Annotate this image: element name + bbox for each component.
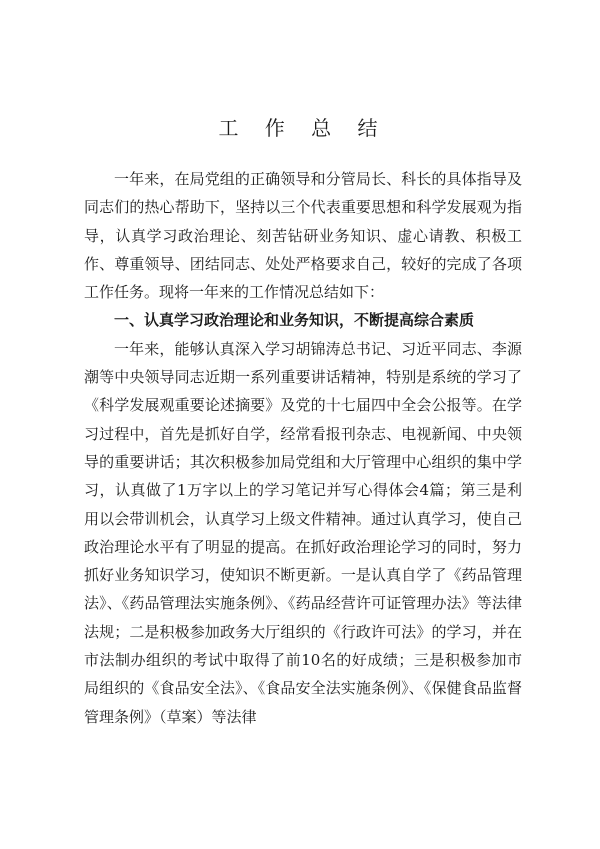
section-1-heading: 一、认真学习政治理论和业务知识，不断提高综合素质 (114, 311, 475, 330)
intro-paragraph: 一年来，在局党组的正确领导和分管局长、科长的具体指导及同志们的热心帮助下，坚持以三个代表重要思想和科学发展观为指导，认真学习政治理论、刻苦钻研业务知识、虚心请教、积极工作、尊重领导、团结同志、处处严格要求自己，较好的完成了各项工作任务。现将一年来的工作情况总结如下： (84, 170, 522, 302)
section-1-body: 一年来，能够认真深入学习胡锦涛总书记、习近平同志、李源潮等中央领导同志近期一系列重要讲话精神，特别是系统的学习了《科学发展观重要论述摘要》及党的十七届四中全会公报等。在学习过程中，首先是抓好自学，经常看报刊杂志、电视新闻、中央领导的重要讲话；其次积极参加局党组和大厅管理中心组织的集中学习，认真做了1万字以上的学习笔记并写心得体会4篇；第三是利用以会带训机会，认真学习上级文件精神。通过认真学习，使自己政治理论水平有了明显的提高。在抓好政治理论学习的同时，努力抓好业务知识学习，使知识不断更新。一是认真自学了《药品管理法》、《药品管理法实施条例》、《药品经营许可证管理办法》等法律法规；二是积极参加政务大厅组织的《行政许可法》的学习，并在市法制办组织的考试中取得了前10名的好成绩；三是积极参加市局组织的《食品安全法》、《食品安全法实施条例》、《保健食品监督管理条例》（草案）等法律 (84, 339, 522, 726)
document-title: 工 作 总 结 (218, 116, 388, 140)
